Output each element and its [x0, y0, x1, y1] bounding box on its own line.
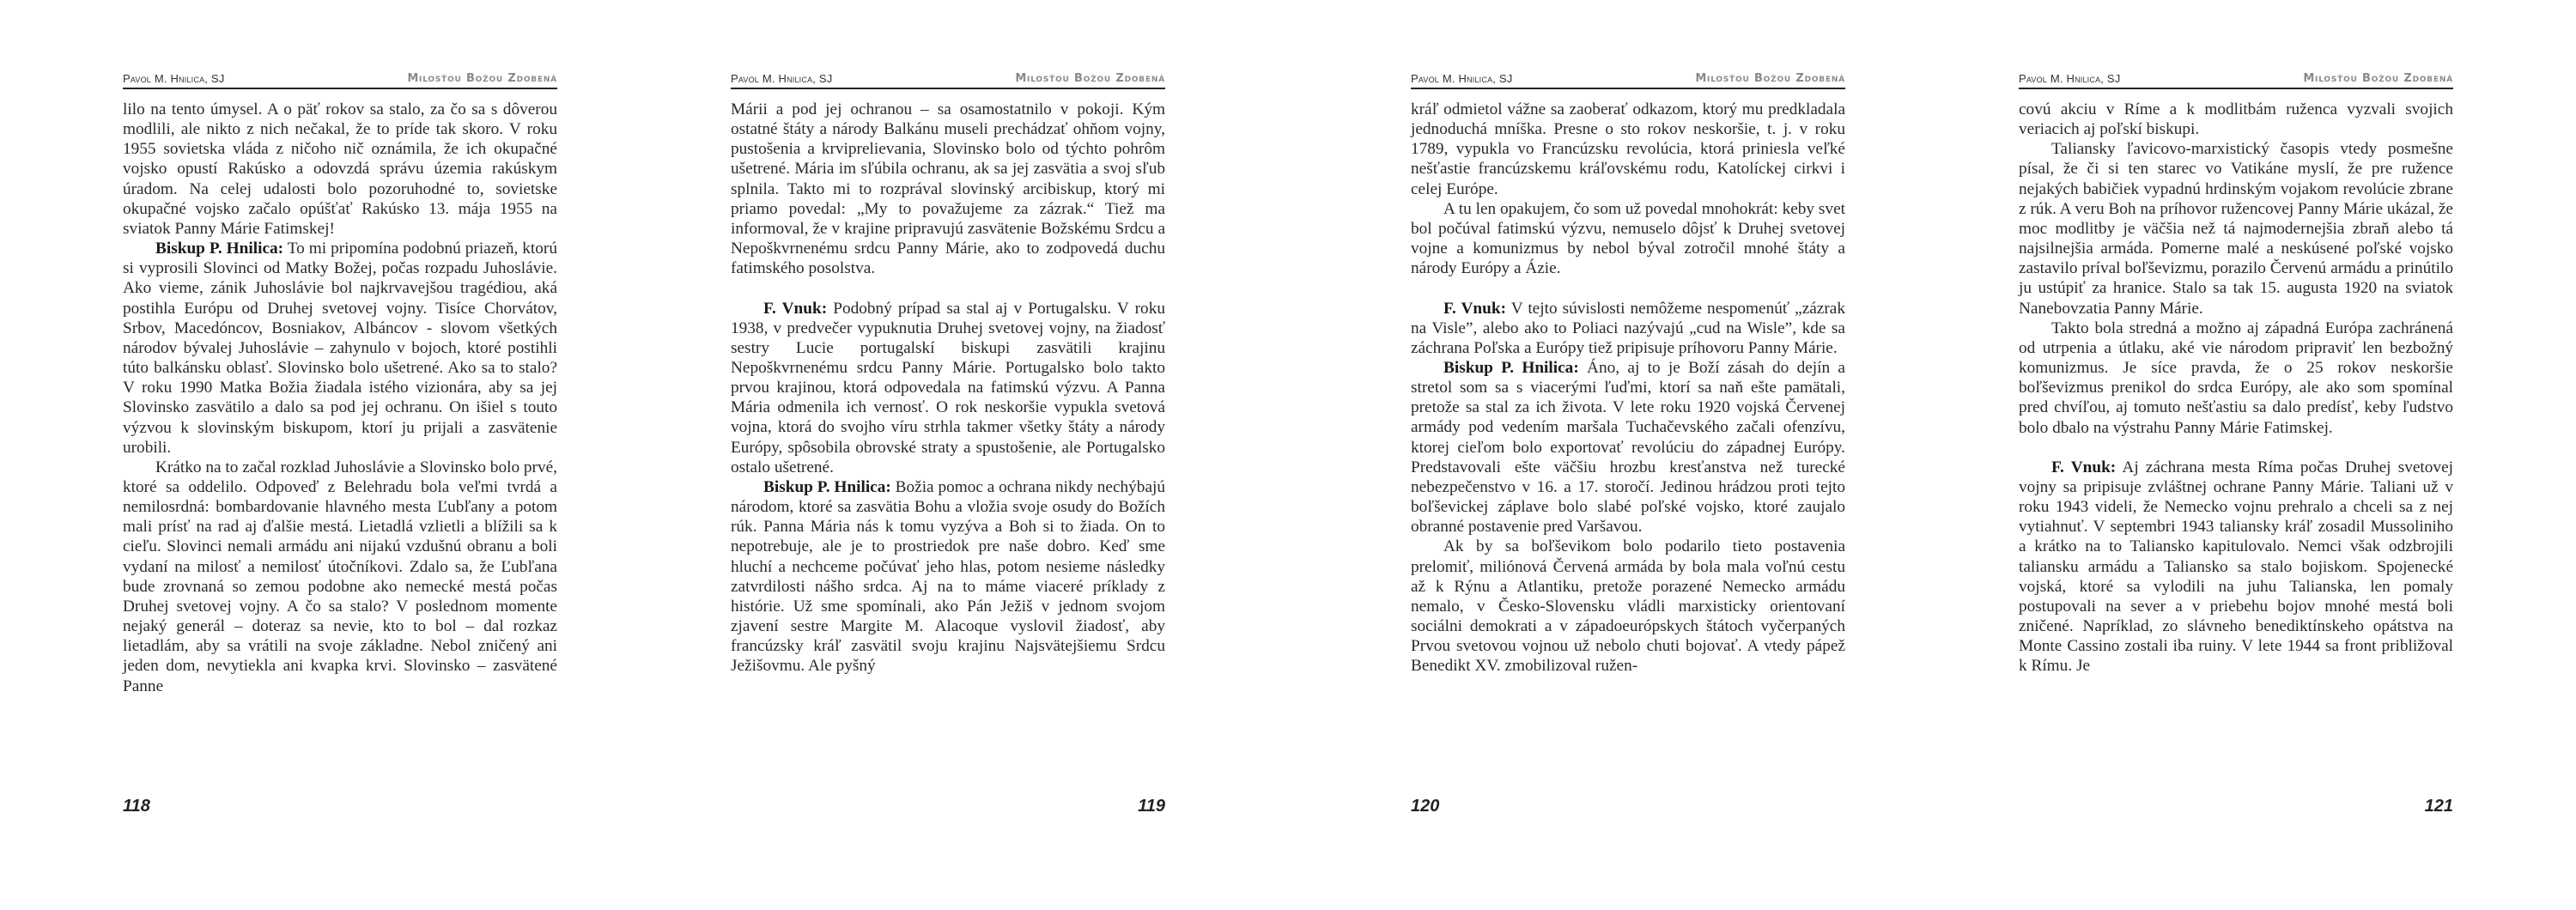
running-head [2019, 69, 2453, 89]
paragraph [2019, 458, 2453, 676]
paragraph-text: Božia pomoc a ochrana nikdy nechýbajú národom, ktoré sa zasvätia Bohu a vložia svoje osudy do Božích rúk. Panna Mária nás k tomu vyzýva a Boh si to žiada. On to nepotrebuje, ale je to prostriedok pre naše dobro. Keď sme hluchí a nechceme počúvať jeho hlas, potom nesieme následky zatvrdilosti nášho srdca. Aj na to máme viaceré príklady z histórie. Už sme spomínali, ako Pán Ježiš v jednom svojom zjavení sestre Margite M. Alacoque vyslovil žiadosť, aby francúzsky kráľ zasvätil svoju krajinu Najsvätejšiemu Srdcu Ježišovmu. Ale pyšný [731, 477, 1165, 676]
running-head-title: Milosťou Božou Zdobená [1695, 72, 1845, 85]
paragraph-text: Podobný prípad sa stal aj v Portugalsku. V roku 1938, v predvečer vypuknutia Druhej svetovej vojny, na žiadosť sestry Lucie portugalskí biskupi zasvätili krajinu Nepoškvrnenému srdcu Panny Márie. Portugalsko bolo takto prvou krajinou, ktorá odpovedala na fatimskú výzvu. A Panna Mária odmenila ich vernosť. O rok neskoršie vypukla svetová vojna, ktorá do svojho víru strhla takmer všetky štáty a národy Európy, spôsobila obrovské straty a spustošenie, ale Portugalsko ostalo ušetrené. [731, 299, 1165, 476]
paragraph [123, 100, 557, 239]
page-body [731, 100, 1165, 676]
paragraph [1411, 299, 1845, 358]
paragraph-text: To mi pripomína podobnú priazeň, ktorú si vyprosili Slovinci od Matky Božej, počas rozpadu Juhoslávie. Ako vieme, zánik Juhoslávie bol najkrvavejšou tragédiou, aká postihla Európu od Druhej svetovej vojny. Tisíce Chorvátov, Srbov, Macedóncov, Bosniakov, Albáncov - slovom všetkých národov bývalej Juhoslávie – zahynulo v bojoch, ktoré postihli túto balkánsku oblasť. Slovinsko bolo ušetrené. Ako sa to stalo? V roku 1990 Matka Božia žiadala istého vizionára, aby sa jej Slovinsko zasvätilo a dalo sa pod jej ochranu. On išiel s touto výzvou k slovinským biskupom, ktorí ju prijali a zasvätenie urobili. [123, 240, 557, 457]
paragraph [2019, 100, 2453, 139]
page-120 [1411, 0, 1845, 910]
page-number: 120 [1411, 797, 1440, 816]
paragraph-text: Aj záchrana mesta Ríma počas Druhej svetovej vojny sa pripisuje zvláštnej ochrane Panny Márie. Taliani už v roku 1943 videli, že Nemecko vojnu prehralo a chceli sa z nej vytiahnuť. V septembri 1943 taliansky kráľ zosadil Mussoliniho a krátko na to Taliansko kapitulovalo. Nemci však odzbrojili taliansku armádu a Taliansko sa stalo bojiskom. Spojenecké vojská, ktoré sa vylodili na juhu Talianska, len pomaly postupovali na sever a v priebehu bojov mnohé mestá boli zničené. Napríklad, zo slávneho benediktínskeho opátstva na Monte Cassino zostali iba ruiny. V lete 1944 sa front približoval k Rímu. Je [2019, 458, 2453, 676]
paragraph-text: covú akciu v Ríme a k modlitbám ruženca vyzvali svojich veriacich aj poľskí biskupi. [2019, 100, 2453, 139]
running-head [123, 69, 557, 89]
running-head-author: Pavol M. Hnilica, SJ [2019, 72, 2121, 85]
paragraph [123, 239, 557, 458]
speaker-label: Biskup P. Hnilica: [155, 240, 284, 258]
paragraph-text: Taliansky ľavicovo-marxistický časopis vtedy posmešne písal, že či si ten starec vo Vatikáne myslí, že pre ružence nejakých babičiek vypadnú hrdinským vojakom revolúcie zbrane z rúk. A veru Boh na príhovor ružencovej Panny Márie ukázal, že moc modlitby je väčšia než tá najmodernejšia zbraň alebo tá najsilnejšia armáda. Pomerne malé a neskúsené poľské vojsko zastavilo príval boľševizmu, porazilo Červenú armádu a prinútilo ju ustúpiť za hranice. Stalo sa tak 15. augusta 1920 na sviatok Nanebovzatia Panny Márie. [2019, 140, 2453, 318]
paragraph-text: A tu len opakujem, čo som už povedal mnohokrát: keby svet bol počúval fatimskú výzvu, nemuselo dôjsť k Druhej svetovej vojne a komunizmus by nebol býval zotročil mnohé štáty a národy Európy a Ázie. [1411, 199, 1845, 278]
paragraph-text: Márii a pod jej ochranou – sa osamostatnilo v pokoji. Kým ostatné štáty a národy Balkánu museli prechádzať ohňom vojny, pustošenia a krviprelievania, Slovinsko bolo od týchto pohrôm ušetrené. Mária im sľúbila ochranu, ak sa jej zasvätia a svoj sľub splnila. Takto mi to rozprával slovinský arcibiskup, ktorý mi priamo povedal: „My to považujeme za zázrak.“ Tiež ma informoval, že v krajine pripravujú zasvätenie Božskému Srdcu a Nepoškvrnenému srdcu Panny Márie, ako to zodpovedá duchu fatimského posolstva. [731, 100, 1165, 278]
speaker-label: F. Vnuk: [2051, 458, 2117, 476]
running-head-author: Pavol M. Hnilica, SJ [123, 72, 225, 85]
page-119 [731, 0, 1165, 910]
speaker-label: F. Vnuk: [1443, 299, 1507, 318]
page-118 [123, 0, 557, 910]
running-head-title: Milosťou Božou Zdobená [1015, 72, 1165, 85]
running-head-title: Milosťou Božou Zdobená [2303, 72, 2453, 85]
running-head [731, 69, 1165, 89]
speaker-label: Biskup P. Hnilica: [763, 477, 891, 496]
running-head [1411, 69, 1845, 89]
paragraph [123, 458, 557, 696]
running-head-author: Pavol M. Hnilica, SJ [731, 72, 833, 85]
page-body [123, 100, 557, 696]
paragraph [1411, 199, 1845, 279]
paragraph-text: Takto bola stredná a možno aj západná Európa zachránená od utrpenia a útlaku, aké vie národom pripraviť len bezbožný komunizmus. Je síce pravda, že o 25 rokov neskoršie boľševizmus prenikol do srdca Európy, ale ako som spomínal pred chvíľou, aj tomuto nešťastiu sa dalo predísť, keby ľudstvo bolo dbalo na výstrahu Panny Márie Fatimskej. [2019, 318, 2453, 437]
paragraph-text: Ak by sa boľševikom bolo podarilo tieto postavenia prelomiť, miliónová Červená armáda by bola mala voľnú cestu až k Rýnu a Atlantiku, pretože porazené Nemecko armádu nemalo, v Česko-Slovensku vládli marxisticky orientovaní sociálni demokrati a v západoeurópskych štátoch vyčerpaných Prvou svetovou vojnou už nebolo chuti bojovať. A vtedy pápež Benedikt XV. zmobilizoval ružen- [1411, 537, 1845, 676]
paragraph-text: Áno, aj to je Boží zásah do dejín a stretol som sa s viacerými ľuďmi, ktorí sa naň ešte pamätali, pretože sa stal za ich života. V lete roku 1920 vojská Červenej armády pod vedením maršala Tuchačevského začali ofenzívu, ktorej cieľom bolo exportovať revolúciu do západnej Európy. Predstavovali ešte väčšiu hrozbu kresťanstva než turecké nebezpečenstvo v 16. a 17. storočí. Jedinou hrádzou proti tejto boľševickej záplave bolo slabé poľské vojsko, ktoré zaujalo obranné postavenie pred Varšavou. [1411, 359, 1845, 537]
paragraph [731, 100, 1165, 278]
paragraph [731, 477, 1165, 676]
page-number: 119 [1138, 797, 1165, 816]
running-head-author: Pavol M. Hnilica, SJ [1411, 72, 1513, 85]
paragraph-text: lilo na tento úmysel. A o päť rokov sa stalo, za čo sa s dôverou modlili, ale nikto z nich nečakal, že to príde tak skoro. V roku 1955 sovietska vláda z ničoho nič oznámila, že ich okupačné vojsko opustí Rakúsko a odovzdá správu územia rakúskym úradom. Na celej udalosti bolo pozoruhodné to, sovietske okupačné vojsko začalo opúšťať Rakúsko 13. mája 1955 na sviatok Panny Márie Fatimskej! [123, 100, 557, 238]
paragraph [731, 299, 1165, 477]
page-number: 121 [2424, 797, 2453, 816]
paragraph [1411, 358, 1845, 537]
paragraph [1411, 100, 1845, 199]
speaker-label: Biskup P. Hnilica: [1443, 359, 1579, 378]
paragraph-text: V tejto súvislosti nemôžeme nespomenúť „zázrak na Visle”, alebo ako to Poliaci nazývajú „cud na Wisle”, kde sa záchrana Poľska a Európy tiež pripisuje príhovoru Panny Márie. [1411, 299, 1845, 357]
paragraph-text: kráľ odmietol vážne sa zaoberať odkazom, ktorý mu predkladala jednoduchá mníška. Presne o sto rokov neskoršie, t. j. v roku 1789, vypukla vo Francúzsku revolúcia, ktorá priniesla veľké nešťastie francúzskemu kráľovskému rodu, Katolíckej cirkvi i celej Európe. [1411, 100, 1845, 198]
page-number: 118 [123, 797, 150, 816]
paragraph [1411, 537, 1845, 676]
page-121 [2019, 0, 2453, 910]
page-body [2019, 100, 2453, 676]
paragraph [2019, 139, 2453, 318]
paragraph-text: Krátko na to začal rozklad Juhoslávie a Slovinsko bolo prvé, ktoré sa oddelilo. Odpoveď z Belehradu bola veľmi tvrdá a nemilosrdná: bombardovanie hlavného mesta Ľubľany a potom mali prísť na rad aj ďalšie mestá. Lietadlá vzlietli a blížili sa k cieľu. Slovinci nemali armádu ani nijakú vzdušnú obranu a boli vydaní na milosť a nemilosť útočníkovi. Zdalo sa, že Ľubľana bude zrovnaná so zemou podobne ako nemecké mestá počas Druhej svetovej vojny. A čo sa stalo? V poslednom momente nejaký generál – doteraz sa nevie, kto to bol – dal rozkaz lietadlám, aby sa vrátili na svoje základne. Nebol zničený ani jeden dom, nevytiekla ani kvapka krvi. Slovinsko – zasvätené Panne [123, 458, 557, 695]
paragraph [2019, 318, 2453, 438]
running-head-title: Milosťou Božou Zdobená [407, 72, 557, 85]
page-body [1411, 100, 1845, 676]
speaker-label: F. Vnuk: [763, 299, 828, 318]
